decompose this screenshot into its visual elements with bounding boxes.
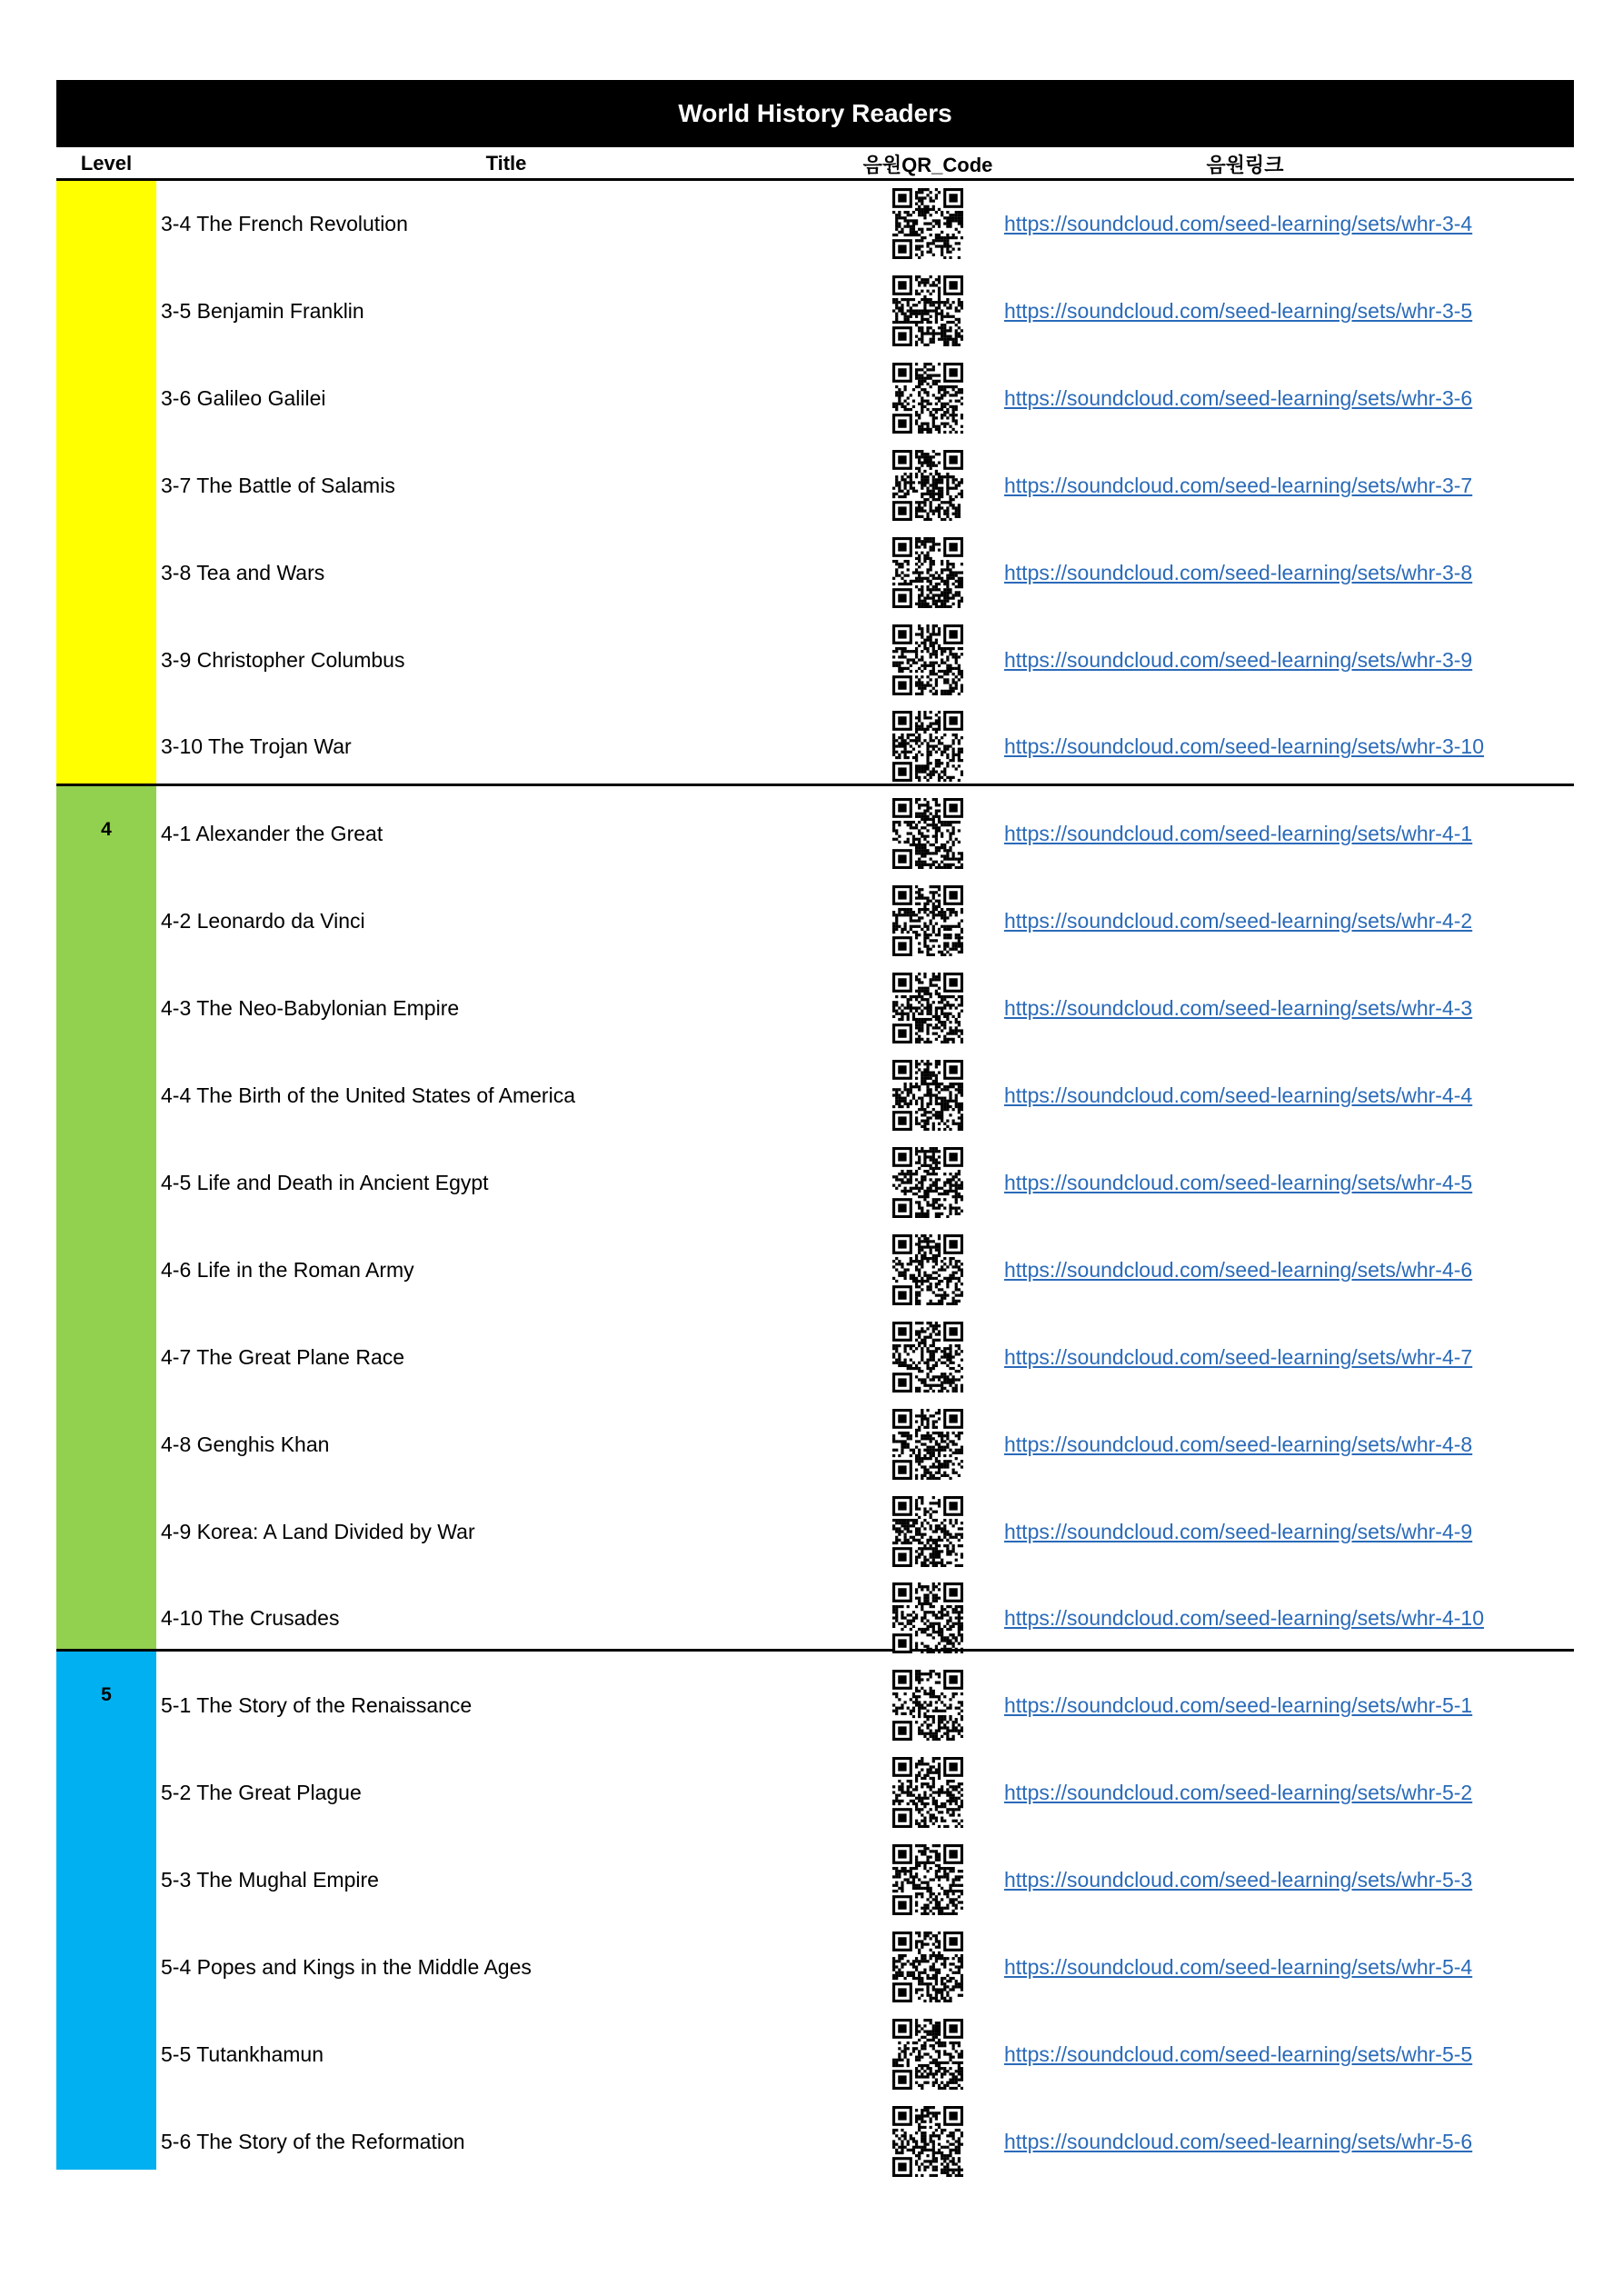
reader-title: 5-6 The Story of the Reformation <box>161 2129 465 2153</box>
reader-title: 4-6 Life in the Roman Army <box>161 1257 414 1282</box>
soundcloud-link[interactable]: https://soundcloud.com/seed-learning/sets/whr-5-4 <box>1004 1955 1473 1979</box>
table-row <box>0 1575 1623 1662</box>
reader-title: 3-6 Galileo Galilei <box>161 385 326 410</box>
reader-title: 4-2 Leonardo da Vinci <box>161 909 365 933</box>
table-row <box>0 443 1623 529</box>
soundcloud-link[interactable]: https://soundcloud.com/seed-learning/sets/whr-3-9 <box>1004 647 1473 672</box>
soundcloud-link[interactable]: https://soundcloud.com/seed-learning/sets/whr-3-5 <box>1004 298 1473 323</box>
soundcloud-link[interactable]: https://soundcloud.com/seed-learning/sets/whr-4-5 <box>1004 1170 1473 1194</box>
column-header-title: Title <box>485 152 527 175</box>
reader-title: 3-7 The Battle of Salamis <box>161 473 395 497</box>
table-row <box>0 1053 1623 1139</box>
reader-title: 4-4 The Birth of the United States of America <box>161 1083 575 1107</box>
soundcloud-link[interactable]: https://soundcloud.com/seed-learning/sets/whr-4-1 <box>1004 822 1473 846</box>
table-row <box>0 2011 1623 2098</box>
soundcloud-link[interactable]: https://soundcloud.com/seed-learning/sets/whr-5-3 <box>1004 1868 1473 1892</box>
table-row <box>0 1837 1623 1923</box>
reader-title: 5-2 The Great Plague <box>161 1781 362 1805</box>
table-row <box>0 704 1623 790</box>
reader-title: 5-3 The Mughal Empire <box>161 1868 379 1892</box>
reader-title: 4-3 The Neo-Babylonian Empire <box>161 996 460 1021</box>
table-row <box>0 2099 1623 2185</box>
soundcloud-link[interactable]: https://soundcloud.com/seed-learning/sets/whr-4-8 <box>1004 1432 1473 1456</box>
table-row <box>0 1750 1623 1836</box>
soundcloud-link[interactable]: https://soundcloud.com/seed-learning/sets/whr-3-8 <box>1004 560 1473 584</box>
soundcloud-link[interactable]: https://soundcloud.com/seed-learning/sets/whr-3-7 <box>1004 473 1473 497</box>
soundcloud-link[interactable]: https://soundcloud.com/seed-learning/sets/whr-5-6 <box>1004 2129 1473 2153</box>
table-row <box>0 1402 1623 1488</box>
reader-title: 3-4 The French Revolution <box>161 212 408 235</box>
table-row <box>0 617 1623 704</box>
table-row <box>0 1314 1623 1401</box>
soundcloud-link[interactable]: https://soundcloud.com/seed-learning/sets/whr-4-2 <box>1004 909 1473 933</box>
table-row <box>0 791 1623 877</box>
table-row <box>0 965 1623 1052</box>
table-row <box>0 355 1623 442</box>
soundcloud-link[interactable]: https://soundcloud.com/seed-learning/sets/whr-3-6 <box>1004 385 1473 410</box>
reader-title: 3-8 Tea and Wars <box>161 560 325 584</box>
reader-title: 3-5 Benjamin Franklin <box>161 298 364 323</box>
reader-title: 4-5 Life and Death in Ancient Egypt <box>161 1170 489 1194</box>
soundcloud-link[interactable]: https://soundcloud.com/seed-learning/sets/whr-4-6 <box>1004 1257 1473 1282</box>
reader-title: 5-5 Tutankhamun <box>161 2041 324 2066</box>
table-row <box>0 1489 1623 1575</box>
table-row <box>0 1662 1623 1749</box>
table-row <box>0 1924 1623 2011</box>
table-row <box>0 530 1623 616</box>
soundcloud-link[interactable]: https://soundcloud.com/seed-learning/sets/whr-4-7 <box>1004 1344 1473 1369</box>
reader-title: 4-9 Korea: A Land Divided by War <box>161 1519 475 1543</box>
column-header-level: Level <box>80 152 133 175</box>
table-row <box>0 268 1623 354</box>
reader-title: 5-4 Popes and Kings in the Middle Ages <box>161 1955 532 1979</box>
soundcloud-link[interactable]: https://soundcloud.com/seed-learning/sets/whr-5-5 <box>1004 2041 1473 2066</box>
reader-title: 4-10 The Crusades <box>161 1606 340 1631</box>
column-header-qr: 음원QR_Code <box>862 153 993 176</box>
reader-title: 3-10 The Trojan War <box>161 734 352 759</box>
soundcloud-link[interactable]: https://soundcloud.com/seed-learning/sets/whr-4-4 <box>1004 1083 1473 1107</box>
reader-title: 4-7 The Great Plane Race <box>161 1344 405 1369</box>
table-row <box>0 1140 1623 1226</box>
reader-title: 4-8 Genghis Khan <box>161 1432 330 1456</box>
level-label-5: 5 <box>101 1684 112 1705</box>
soundcloud-link[interactable]: https://soundcloud.com/seed-learning/sets/whr-5-1 <box>1004 1693 1473 1718</box>
reader-title: 4-1 Alexander the Great <box>161 822 383 846</box>
table-row <box>0 181 1623 267</box>
reader-title: 3-9 Christopher Columbus <box>161 647 405 672</box>
soundcloud-link[interactable]: https://soundcloud.com/seed-learning/sets/whr-3-10 <box>1004 734 1485 759</box>
column-header-link: 음원링크 <box>1206 153 1284 176</box>
level-label-4: 4 <box>101 819 112 840</box>
table-row <box>0 878 1623 964</box>
soundcloud-link[interactable]: https://soundcloud.com/seed-learning/sets/whr-5-2 <box>1004 1781 1473 1805</box>
table-title-banner <box>56 80 1574 147</box>
soundcloud-link[interactable]: https://soundcloud.com/seed-learning/sets/whr-4-10 <box>1004 1606 1485 1631</box>
table-title: World History Readers <box>678 99 952 127</box>
soundcloud-link[interactable]: https://soundcloud.com/seed-learning/sets/whr-4-9 <box>1004 1519 1473 1543</box>
table-row <box>0 1227 1623 1313</box>
reader-title: 5-1 The Story of the Renaissance <box>161 1693 473 1718</box>
soundcloud-link[interactable]: https://soundcloud.com/seed-learning/sets/whr-3-4 <box>1004 212 1473 235</box>
soundcloud-link[interactable]: https://soundcloud.com/seed-learning/sets/whr-4-3 <box>1004 996 1473 1021</box>
